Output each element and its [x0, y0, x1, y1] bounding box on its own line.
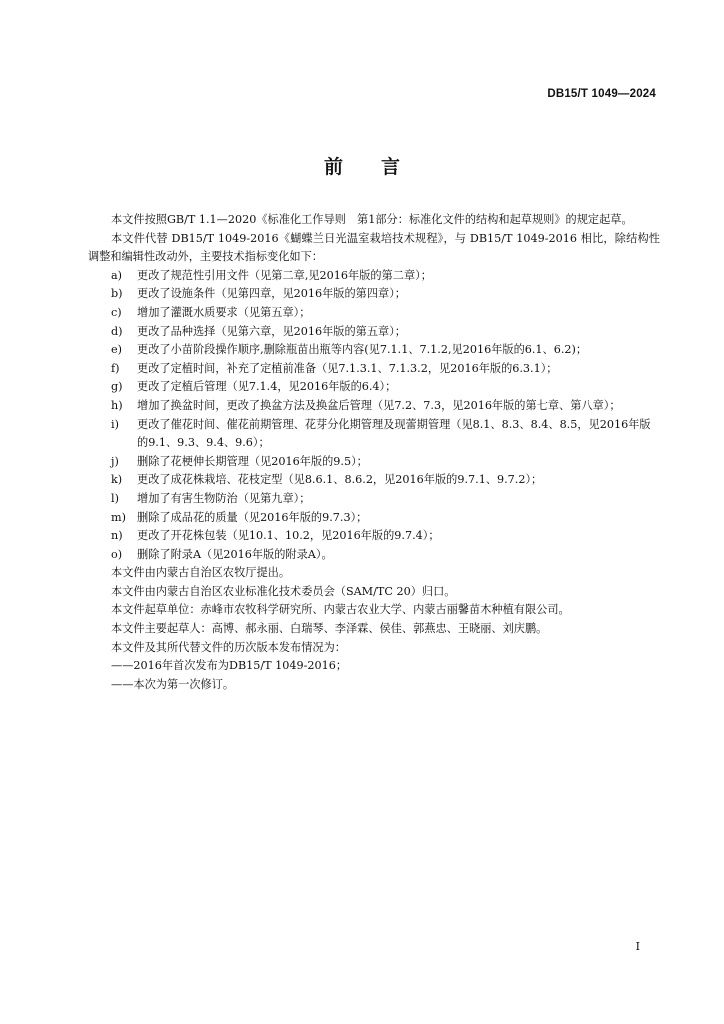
list-item-text: 增加了灌溉水质要求（见第五章）；	[137, 305, 311, 319]
list-item-text: 增加了有害生物防治（见第九章）；	[137, 491, 311, 505]
page-title: 前言	[323, 156, 438, 178]
history-item: ——2016年首次发布为DB15/T 1049-2016；	[111, 659, 348, 673]
list-item-label: k)	[111, 473, 123, 487]
list-item-label: f)	[111, 361, 120, 375]
list-item	[88, 546, 660, 565]
page-number: I	[635, 940, 640, 953]
proposer-paragraph: 本文件由内蒙古自治区农牧厅提出。	[111, 566, 291, 580]
history-item: ——本次为第一次修订。	[111, 677, 235, 691]
list-item	[88, 416, 660, 453]
list-item-label: i)	[111, 417, 119, 431]
list-item	[88, 527, 660, 546]
list-item-label: l)	[111, 491, 119, 505]
list-item-label: j)	[111, 454, 119, 468]
list-item	[88, 360, 660, 379]
list-item-label: h)	[111, 398, 123, 412]
list-item-label: d)	[111, 324, 123, 338]
list-item-text: 删除了成品花的质量（见2016年版的9.7.3）；	[137, 510, 368, 524]
drafting-units-paragraph: 本文件起草单位：赤峰市农牧科学研究所、内蒙古农业大学、内蒙古丽馨苗木种植有限公司。	[111, 603, 570, 617]
history-intro-paragraph: 本文件及其所代替文件的历次版本发布情况为：	[111, 640, 346, 654]
list-item	[88, 490, 660, 509]
list-item-label: n)	[111, 529, 123, 543]
list-item	[88, 323, 660, 342]
list-item-text: 更改了开花株包装（见10.1、10.2，见2016年版的9.7.4）；	[137, 529, 440, 543]
list-item	[88, 304, 660, 323]
committee-paragraph: 本文件由内蒙古自治区农业标准化技术委员会（SAM/TC 20）归口。	[111, 584, 456, 598]
list-item-text: 删除了附录A（见2016年版的附录A）。	[137, 547, 333, 561]
list-item	[88, 341, 660, 360]
list-item-label: g)	[111, 380, 123, 394]
list-item-text: 更改了成花株栽培、花枝定型（见8.6.1、8.6.2，见2016年版的9.7.1、9.7.2）；	[137, 473, 543, 487]
document-body	[88, 211, 660, 694]
list-item	[88, 471, 660, 490]
list-item-label: c)	[111, 305, 122, 319]
document-code: DB15/T 1049—2024	[547, 88, 656, 100]
intro-paragraph: 本文件按照GB/T 1.1—2020《标准化工作导则 第1部分：标准化文件的结构和起草规则》的规定起草。	[111, 213, 633, 226]
list-item-label: a)	[111, 268, 123, 282]
list-item-label: o)	[111, 547, 123, 561]
drafters-paragraph: 本文件主要起草人：高博、郝永丽、白瑞琴、李泽霖、侯佳、郭燕忠、王晓丽、刘庆鹏。	[111, 622, 548, 636]
list-item-text: 更改了定植时间，补充了定植前准备（见7.1.3.1、7.1.3.2，见2016年版的6.3.1）；	[137, 361, 558, 375]
list-item	[88, 509, 660, 528]
replacement-paragraph: 本文件代替 DB15/T 1049-2016《蝴蝶兰日光温室栽培技术规程》，与 DB15/T 1049-2016 相比，除结构性调整和编辑性改动外，主要技术指标变化如下：	[88, 231, 660, 264]
list-item	[88, 285, 660, 304]
list-item-text: 增加了换盆时间，更改了换盆方法及换盆后管理（见7.2、7.3，见2016年版的第七章、第八章）；	[137, 398, 621, 412]
list-item-label: e)	[111, 343, 122, 357]
list-item-text: 更改了规范性引用文件（见第二章,见2016年版的第二章）；	[137, 268, 432, 282]
list-item-label: b)	[111, 287, 123, 301]
list-item-label: m)	[111, 510, 126, 524]
list-item-text: 更改了设施条件（见第四章，见2016年版的第四章）；	[137, 287, 406, 301]
list-item-text: 更改了定植后管理（见7.1.4，见2016年版的6.4）；	[137, 380, 397, 394]
list-item	[88, 378, 660, 397]
changes-list	[88, 267, 660, 565]
list-item	[88, 267, 660, 286]
list-item	[88, 397, 660, 416]
list-item-text: 更改了品种选择（见第六章，见2016年版的第五章）；	[137, 324, 406, 338]
list-item	[88, 453, 660, 472]
list-item-text: 更改了小苗阶段操作顺序,删除瓶苗出瓶等内容(见7.1.1、7.1.2,见2016年版的6.1、6.2)；	[137, 343, 588, 357]
list-item-text: 删除了花梗伸长期管理（见2016年版的9.5）；	[137, 454, 368, 468]
list-item-text: 更改了催花时间、催花前期管理、花芽分化期管理及现蕾期管理（见8.1、8.3、8.4、8.5，见2016年版的9.1、9.3、9.4、9.6）；	[137, 417, 651, 450]
